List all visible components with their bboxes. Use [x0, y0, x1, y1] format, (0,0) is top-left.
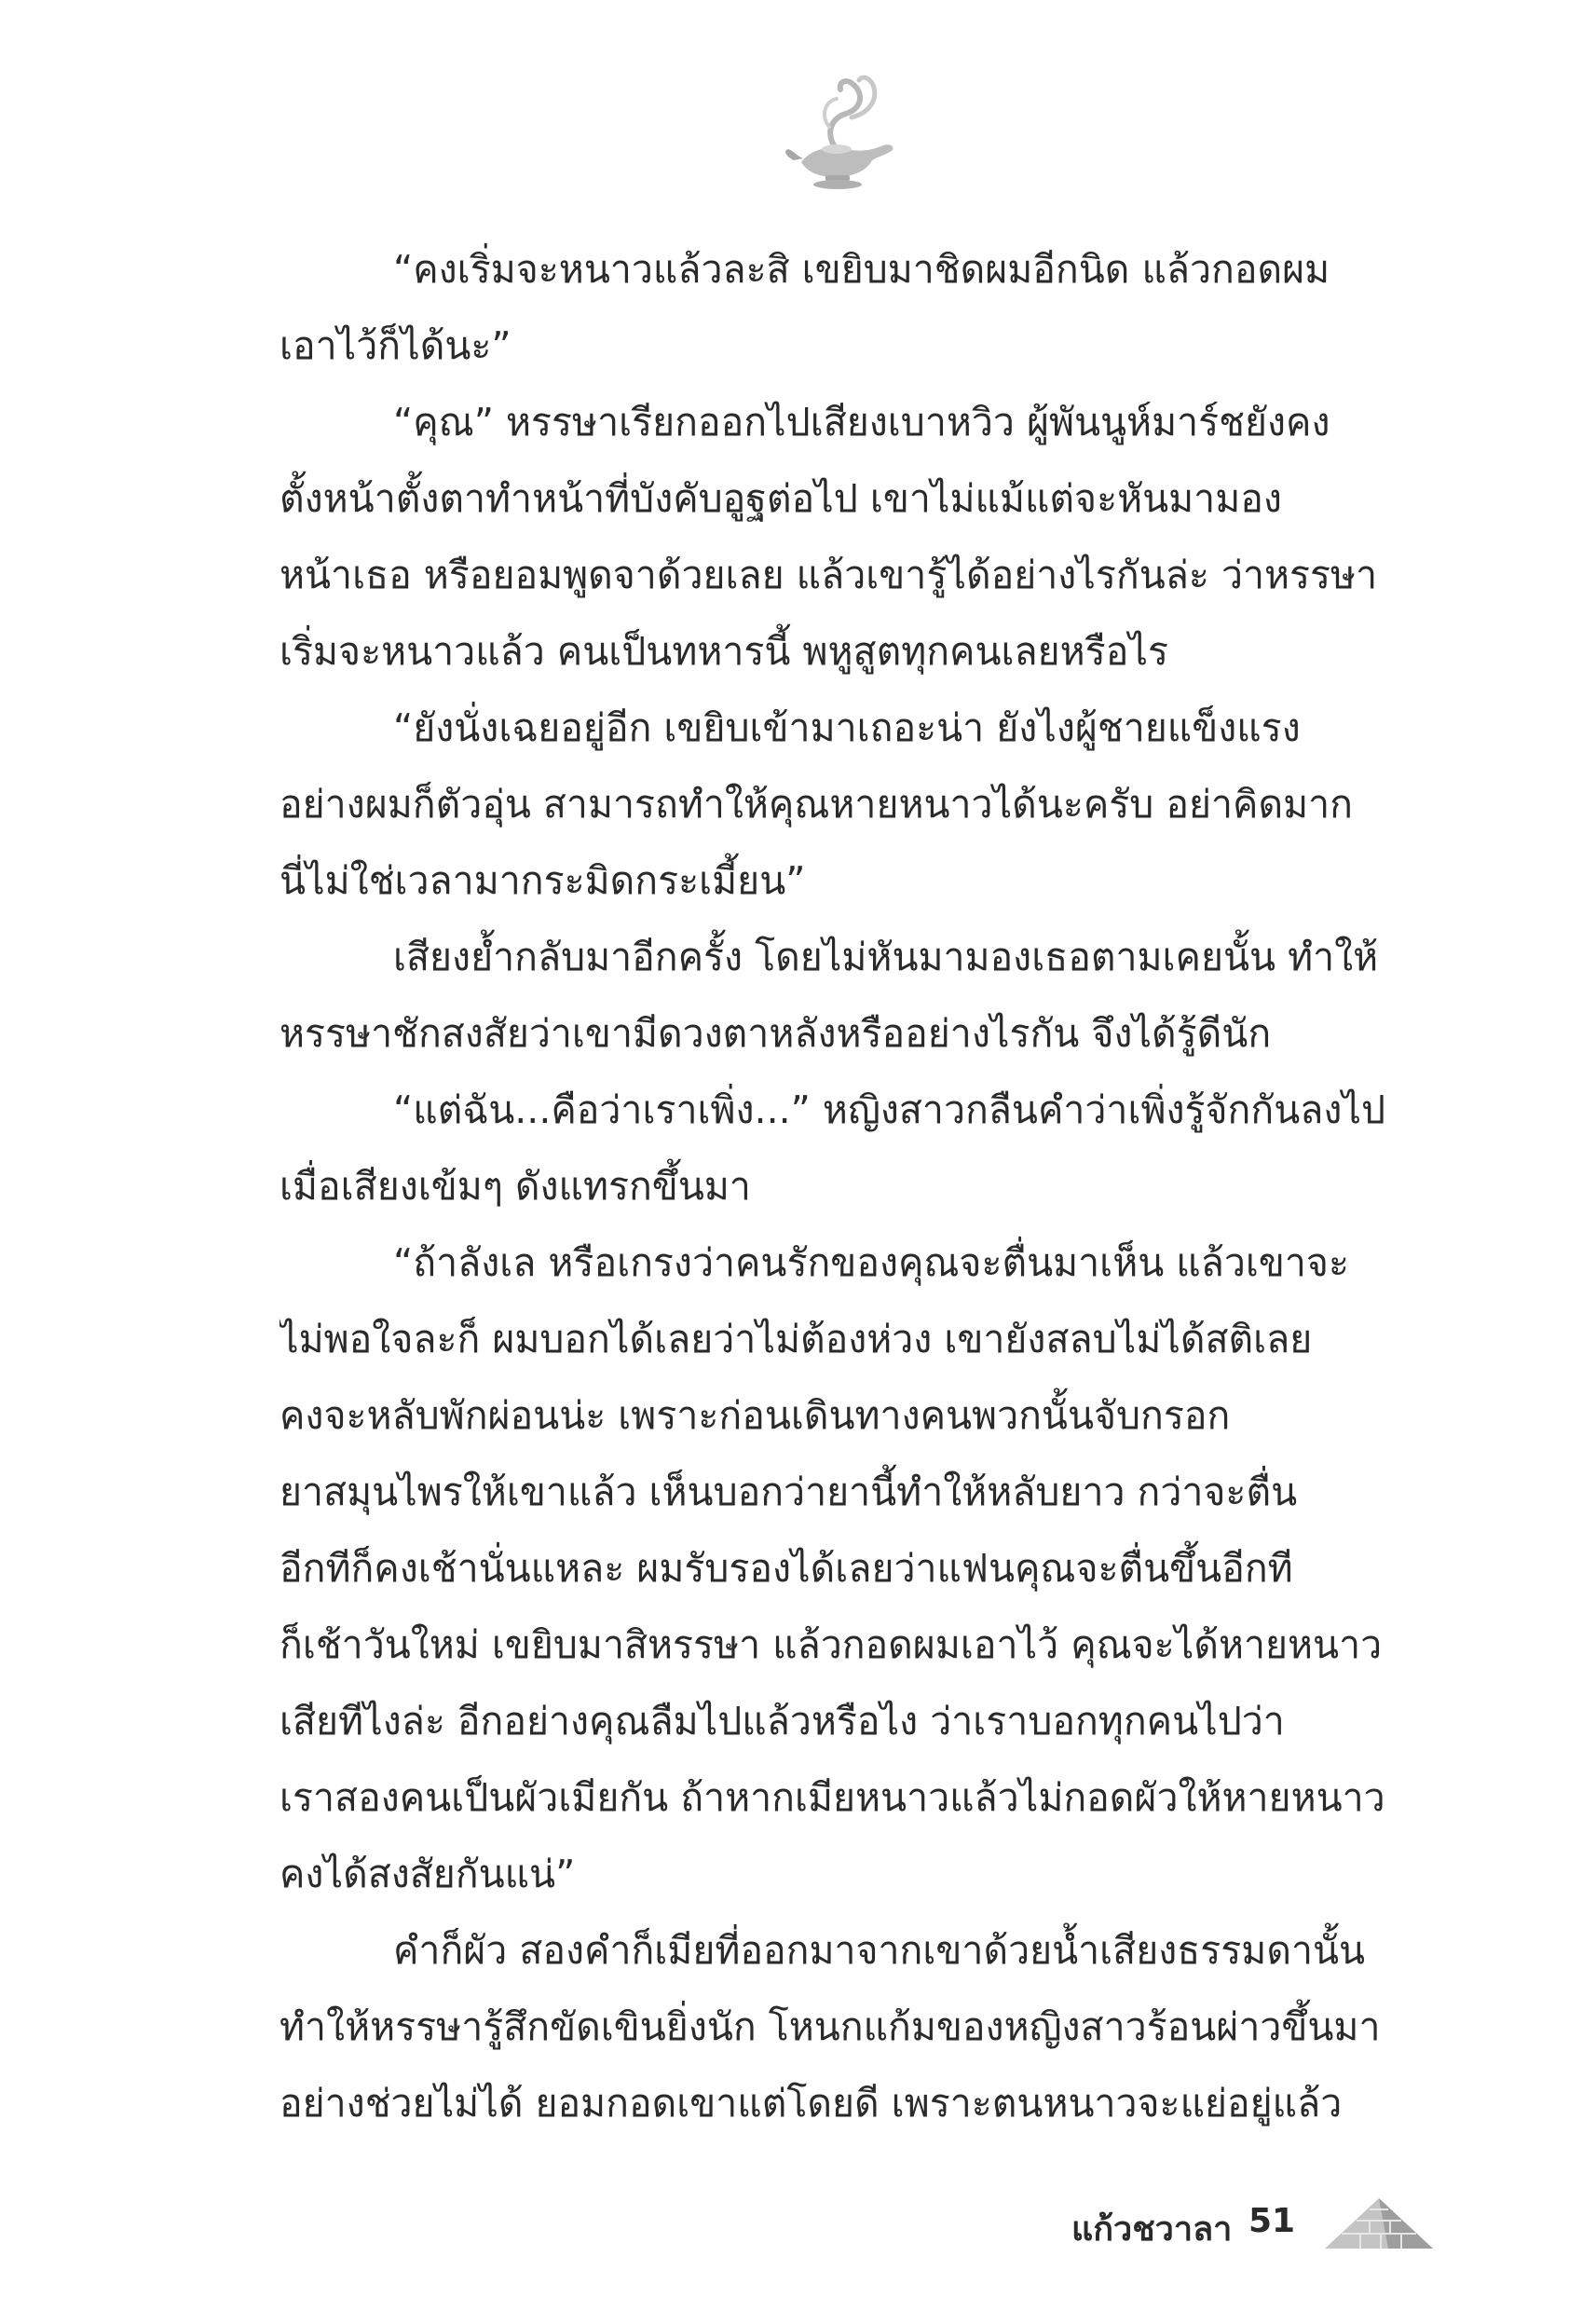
page-footer	[1071, 2195, 1500, 2250]
text-line: อย่างผมก็ตัวอุ่น สามารถทำให้คุณหายหนาวได้นะครับ อย่าคิดมาก	[280, 782, 1353, 827]
text-line: คำก็ผัว สองคำก็เมียที่ออกมาจากเขาด้วยน้ำเสียงธรรมดานั้น	[393, 1928, 1366, 1973]
page-number: 51	[1248, 2202, 1296, 2240]
text-line: ยาสมุนไพรให้เขาแล้ว เห็นบอกว่ายานี้ทำให้หลับยาว กว่าจะตื่น	[280, 1470, 1298, 1514]
running-title: แก้วชวาลา	[1071, 2210, 1233, 2249]
text-line: หน้าเธอ หรือยอมพูดจาด้วยเลย แล้วเขารู้ได้อย่างไรกันล่ะ ว่าหรรษา	[280, 553, 1378, 597]
text-line: “แต่ฉัน...คือว่าเราเพิ่ง...” หญิงสาวกลืนคำว่าเพิ่งรู้จักกันลงไป	[393, 1087, 1386, 1132]
text-line: “คุณ” หรรษาเรียกออกไปเสียงเบาหวิว ผู้พันนูห์มาร์ชยังคง	[393, 400, 1330, 444]
text-line: “ถ้าลังเล หรือเกรงว่าคนรักของคุณจะตื่นมาเห็น แล้วเขาจะ	[393, 1240, 1349, 1285]
text-line: เมื่อเสียงเข้มๆ ดังแทรกขึ้นมา	[280, 1164, 751, 1209]
text-line: หรรษาชักสงสัยว่าเขามีดวงตาหลังหรืออย่างไรกัน จึงได้รู้ดีนัก	[280, 1011, 1272, 1056]
text-line: เราสองคนเป็นผัวเมียกัน ถ้าหากเมียหนาวแล้วไม่กอดผัวให้หายหนาว	[280, 1775, 1385, 1820]
text-line: ตั้งหน้าตั้งตาทำหน้าที่บังคับอูฐต่อไป เขาไม่แม้แต่จะหันมามอง	[280, 476, 1282, 521]
text-line: ก็เช้าวันใหม่ เขยิบมาสิหรรษา แล้วกอดผมเอาไว้ คุณจะได้หายหนาว	[280, 1622, 1383, 1667]
text-line: เริ่มจะหนาวแล้ว คนเป็นทหารนี้ พหูสูตทุกคนเลยหรือไร	[280, 629, 1168, 674]
text-line: คงได้สงสัยกันแน่”	[280, 1852, 576, 1896]
pyramid-icon	[1323, 2195, 1435, 2250]
text-line: อีกทีก็คงเช้านั่นแหละ ผมรับรองได้เลยว่าแฟนคุณจะตื่นขึ้นอีกที	[280, 1546, 1293, 1591]
text-line: เอาไว้ก็ได้นะ”	[280, 323, 512, 368]
text-line: “ยังนั่งเฉยอยู่อีก เขยิบเข้ามาเถอะน่า ยังไงผู้ชายแข็งแรง	[393, 705, 1301, 750]
text-line: ไม่พอใจละก็ ผมบอกได้เลยว่าไม่ต้องห่วง เขายังสลบไม่ได้สติเลย	[280, 1317, 1313, 1361]
text-line: “คงเริ่มจะหนาวแล้วละสิ เขยิบมาชิดผมอีกนิด แล้วกอดผม	[393, 247, 1330, 292]
body-text	[280, 231, 1414, 2141]
text-line: อย่างช่วยไม่ได้ ยอมกอดเขาแต่โดยดี เพราะตนหนาวจะแย่อยู่แล้ว	[280, 2081, 1343, 2126]
text-line: ทำให้หรรษารู้สึกขัดเขินยิ่งนัก โหนกแก้มของหญิงสาวร้อนผ่าวขึ้นมา	[280, 2004, 1381, 2049]
text-line: คงจะหลับพักผ่อนน่ะ เพราะก่อนเดินทางคนพวกนั้นจับกรอก	[280, 1393, 1231, 1438]
text-line: เสียงย้ำกลับมาอีกครั้ง โดยไม่หันมามองเธอตามเคยนั้น ทำให้	[393, 935, 1379, 979]
genie-lamp-icon	[773, 58, 913, 198]
text-line: นี่ไม่ใช่เวลามากระมิดกระเมี้ยน”	[280, 858, 806, 903]
text-line: เสียทีไงล่ะ อีกอย่างคุณลืมไปแล้วหรือไง ว่าเราบอกทุกคนไปว่า	[280, 1699, 1285, 1744]
